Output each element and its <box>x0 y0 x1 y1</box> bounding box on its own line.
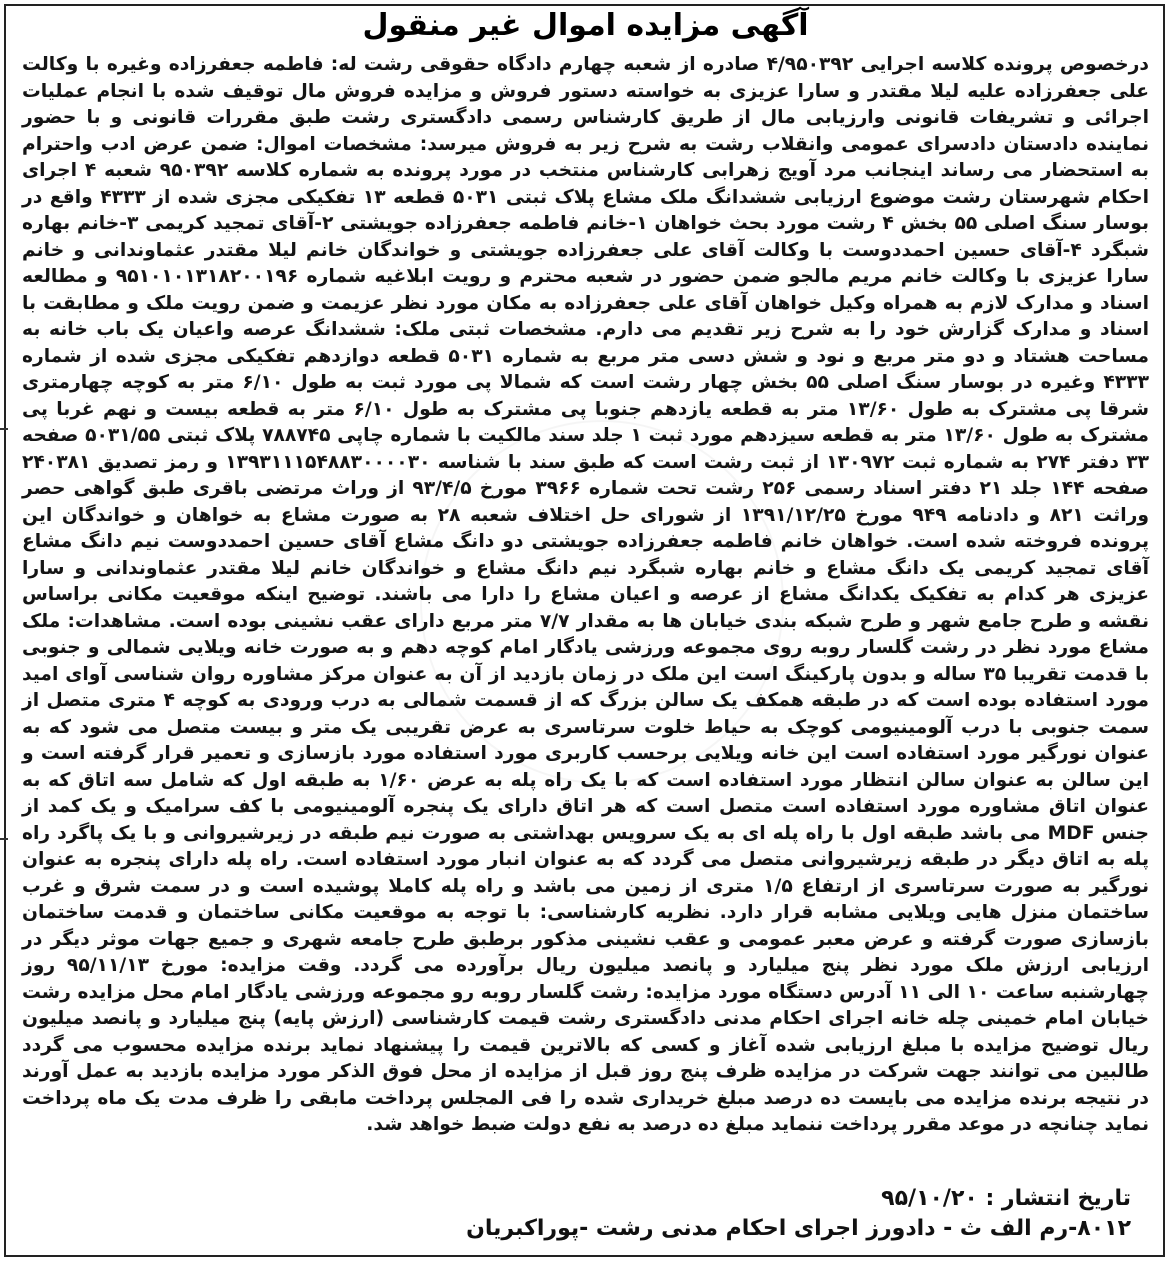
frame-tick-mark <box>0 838 8 840</box>
notice-body <box>22 52 1149 1139</box>
notice-title: آگهی مزایده اموال غیر منقول <box>362 8 809 43</box>
publish-date: تاریخ انتشار : ۹۵/۱۰/۲۰ <box>881 1186 1131 1211</box>
signature-line: ۸۰۱۲-رم الف ث - دادورز اجرای احکام مدنی رشت -پوراکبریان <box>466 1216 1131 1241</box>
notice-footer <box>22 1184 1131 1244</box>
frame-tick-mark <box>0 428 8 430</box>
notice-paragraph: درخصوص پرونده کلاسه اجرایی ۴/۹۵۰۳۹۲ صادره از شعبه چهارم دادگاه حقوقی رشت له: فاطمه جعفرزاده وغیره با وکالت علی جعفرزاده علیه لیلا مقتدر و سارا عزیزی به خواسته دستور فروش و مزایده فروش مال توقیف شده با انجام عملیات اجرائی و تشریفات قانونی وارزیابی مال از طریق کارشناس رسمی دادگستری رشت طبق مقررات قانونی و با حضور نماینده دادستان دادسرای عمومی وانقلاب رشت به شرح زیر به فروش میرسد: مشخصات اموال: ضمن عرض ادب واحترام به استحضار می رساند اینجانب مرد آویج زهرابی کارشناس منتخب در مورد پرونده به شماره کلاسه ۹۵۰۳۹۲ شعبه ۴ اجرای احکام شهرستان رشت موضوع ارزیابی ششدانگ ملک مشاع پلاک ثبتی ۵۰۳۱ قطعه ۱۳ تفکیکی مجزی شده از ۴۳۳۳ واقع در بوسار سنگ اصلی ۵۵ بخش ۴ رشت مورد بحث خواهان ۱-خانم فاطمه جعفرزاده جویشتی ۲-آقای تمجید کریمی ۳-خانم بهاره شبگرد ۴-آقای حسین احمددوست با وکالت آقای علی جعفرزاده جویشتی و خواندگان خانم لیلا مقتدر عثماوندانی و خانم سارا عزیزی با وکالت خانم مریم مالجو ضمن حضور در شعبه محترم و رویت ابلاغیه شماره ۹۵۱۰۱۰۱۳۱۸۲۰۰۱۹۶ و مطالعه اسناد و مدارک لازم به همراه وکیل خواهان آقای علی جعفرزاده به مکان مورد نظر عزیمت و ضمن رویت ملک و مطابقت با اسناد و مدارک گزارش خود را به شرح زیر تقدیم می دارم. مشخصات ثبتی ملک: ششدانگ عرصه واعیان یک باب خانه به مساحت هشتاد و دو متر مربع و نود و شش دسی متر مربع به شماره ۵۰۳۱ قطعه دوازدهم تفکیکی مجزی شده از شماره ۴۳۳۳ وغیره در بوسار سنگ اصلی ۵۵ بخش چهار رشت است که شمالا پی مورد ثبت به طول ۶/۱۰ متر به کوچه چهارمتری شرقا پی مشترک به طول ۱۳/۶۰ متر به قطعه یازدهم جنوبا پی مشترک به طول ۶/۱۰ متر به قطعه بیست و نهم غربا پی مشترک به طول ۱۳/۶۰ متر به قطعه سیزدهم مورد ثبت ۱ جلد سند مالکیت با شماره چاپی ۷۸۸۷۴۵ پلاک ثبتی ۵۰۳۱/۵۵ صفحه ۳۳ دفتر ۲۷۴ به شماره ثبت ۱۳۰۹۷۲ از ثبت رشت است که طبق سند با شناسه ۱۳۹۳۱۱۱۵۴۸۸۳۰۰۰۰۳۰ و رمز تصدیق ۲۴۰۳۸۱ صفحه ۱۴۴ جلد ۲۱ دفتر اسناد رسمی ۲۵۶ رشت تحت شماره ۳۹۶۶ مورخ ۹۳/۴/۵ از وراث مرتضی باقری طبق گواهی حصر وراثت ۸۲۱ و دادنامه ۹۴۹ مورخ ۱۳۹۱/۱۲/۲۵ از شورای حل اختلاف شعبه ۲۸ به صورت مشاع به خواهان و خواندگان این پرونده فروخته شده است. خواهان خانم فاطمه جعفرزاده جویشتی دو دانگ مشاع آقای حسین احمددوست نیم دانگ مشاع آقای تمجید کریمی یک دانگ مشاع و خانم بهاره شبگرد نیم دانگ مشاع و خواندگان خانم لیلا مقتدر عثماوندانی و سارا عزیزی هر کدام به تفکیک یکدانگ مشاع از عرصه و اعیان مشاع را دارا می باشند. توضیح اینکه موقعیت مکانی براساس نقشه و طرح جامع شهر و طرح شبکه بندی خیابان ها به مقدار ۷/۷ متر مربع دارای عقب نشینی بوده است. مشاهدات: ملک مشاع مورد نظر در رشت گلسار روبه روی مجموعه ورزشی یادگار امام کوچه دهم و به صورت خانه ویلایی شمالی و جنوبی با قدمت تقریبا ۳۵ ساله و بدون پارکینگ است این ملک در زمان بازدید از آن به عنوان مرکز مشاوره روان شناسی آوای امید مورد استفاده بوده است که در طبقه همکف یک سالن بزرگ که از قسمت شمالی به درب ورودی به کوچه ۴ متری متصل از سمت جنوبی با درب آلومینیومی کوچک به حیاط خلوت سرتاسری به عرض تقریبی یک متر و بیست متصل می شود که به عنوان نورگیر مورد استفاده است این خانه ویلایی برحسب کاربری مورد استفاده مورد بازسازی و تعمیر قرار گرفته است و این سالن به عنوان سالن انتظار مورد استفاده است که با یک راه پله به عرض ۱/۶۰ به طبقه اول که شامل سه اتاق که به عنوان اتاق مشاوره مورد استفاده است متصل است که هر اتاق دارای یک پنجره آلومینیومی با کف سرامیک و یک کمد از جنس MDF می باشد طبقه اول با راه پله ای به یک سرویس بهداشتی به صورت نیم طبقه در زیرشیروانی و با یک پاگرد راه پله به اتاق دیگر در طبقه زیرشیروانی متصل می گردد که به عنوان انبار مورد استفاده است. راه پله دارای پنجره به عنوان نورگیر به صورت سرتاسری از ارتفاع ۱/۵ متری از زمین می باشد و راه پله کاملا پوشیده است و در سمت شرق و غرب ساختمان منزل هایی ویلایی مشابه قرار دارد. نظریه کارشناسی: با توجه به موقعیت مکانی ساختمان و قدمت ساختمان بازسازی صورت گرفته و عرض معبر عمومی و عقب نشینی مذکور برطبق طرح جامعه شهری و جمیع جهات موثر دیگر در ارزیابی ارزش ملک مورد نظر پنج میلیارد و پانصد میلیون ریال برآورده می گردد. وقت مزایده: مورخ ۹۵/۱۱/۱۳ روز چهارشنبه ساعت ۱۰ الی ۱۱ آدرس دستگاه مورد مزایده: رشت گلسار روبه رو مجموعه ورزشی یادگار امام محل مزایده رشت خیابان امام خمینی چله خانه اجرای احکام مدنی دادگستری رشت قیمت کارشناسی (ارزش پایه) پنج میلیارد و پانصد میلیون ریال توضیح مزایده با مبلغ ارزیابی شده آغاز و کسی که بالاترین قیمت را پیشنهاد نماید برنده مزایده محسوب می گردد طالبین می توانند جهت شرکت در مزایده ظرف پنج روز قبل از مزایده از محل فوق الذکر مورد مزایده بازدید به عمل آورند در نتیجه برنده مزایده می بایست ده درصد مبلغ خریداری شده را فی المجلس پرداخت مابقی را ظرف مدت یک ماه پرداخت نماید چنانچه در موعد مقرر پرداخت ننماید مبلغ ده درصد به نفع دولت ضبط خواهد شد. <box>22 54 1150 1135</box>
